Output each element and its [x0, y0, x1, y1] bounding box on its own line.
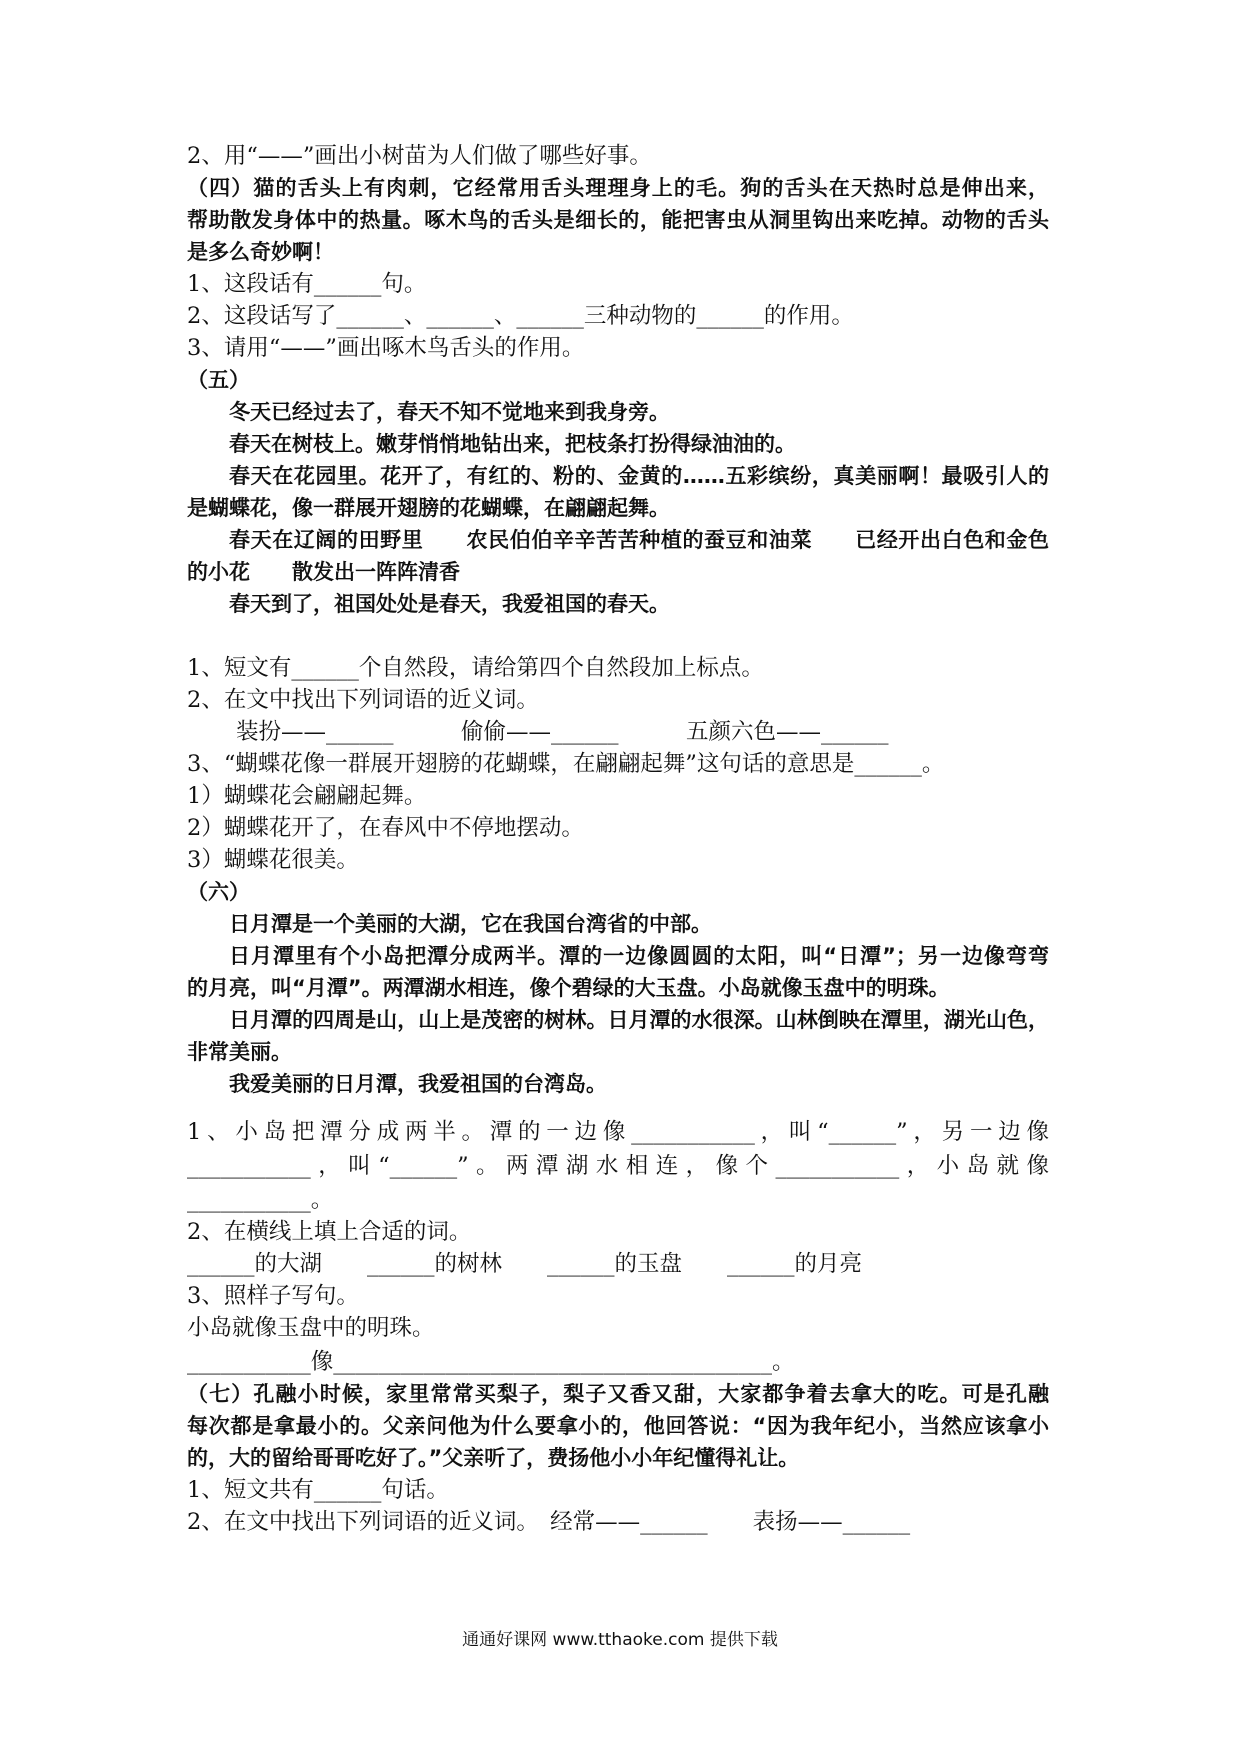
- question-line: 2、这段话写了______、______、______三种动物的______的作用。: [187, 303, 854, 329]
- fill-blank-line: ______的大湖 ______的树林 ______的玉盘 ______的月亮: [187, 1251, 863, 1277]
- question-line: 1、短文共有______句话。: [187, 1477, 449, 1503]
- passage-6-line: 日月潭是一个美丽的大湖，它在我国台湾省的中部。: [229, 912, 712, 936]
- question-line: 2、在文中找出下列词语的近义词。: [187, 687, 539, 713]
- question-line: 1、这段话有______句。: [187, 271, 427, 297]
- section-heading-6: （六）: [187, 880, 250, 904]
- passage-7-line: 每次都是拿最小的。父亲问他为什么要拿小的，他回答说：“因为我年纪小，当然应该拿小: [187, 1414, 1049, 1438]
- synonym-blanks: 装扮——______ 偷偷——______ 五颜六色——______: [236, 719, 889, 745]
- passage-5-line: 春天到了，祖国处处是春天，我爱祖国的春天。: [229, 592, 670, 616]
- question-line: 3、“蝴蝶花像一群展开翅膀的花蝴蝶，在翩翩起舞”这句话的意思是______。: [187, 751, 945, 777]
- passage-7-line: 的，大的留给哥哥吃好了。”父亲听了，费扬他小小年纪懂得礼让。: [187, 1446, 800, 1470]
- passage-6-line: 的月亮，叫“月潭”。两潭湖水相连，像个碧绿的大玉盘。小岛就像玉盘中的明珠。: [187, 976, 950, 1000]
- question-line: 3、请用“——”画出啄木鸟舌头的作用。: [187, 335, 585, 361]
- footer-credit: 通通好课网 www.tthaoke.com 提供下载: [462, 1630, 778, 1650]
- passage-5-line: 是蝴蝶花，像一群展开翅膀的花蝴蝶，在翩翩起舞。: [187, 496, 670, 520]
- question-line: 1、小岛把潭分成两半。潭的一边像___________，叫“______”，另一边像: [187, 1119, 1049, 1145]
- example-sentence: 小岛就像玉盘中的明珠。: [187, 1315, 435, 1341]
- passage-4-line: 是多么奇妙啊！: [187, 240, 334, 264]
- passage-5-line: 冬天已经过去了，春天不知不觉地来到我身旁。: [229, 400, 670, 424]
- passage-4-line: （四）猫的舌头上有肉刺，它经常用舌头理理身上的毛。狗的舌头在天热时总是伸出来，: [187, 176, 1049, 200]
- passage-6-line: 非常美丽。: [187, 1040, 292, 1064]
- fill-blank-line: ___________像_______________________________________。: [187, 1349, 795, 1375]
- question-line: ___________，叫“______”。两潭湖水相连，像个___________，小岛就像: [187, 1153, 1049, 1179]
- question-line: 3、照样子写句。: [187, 1283, 359, 1309]
- passage-5-line: 春天在辽阔的田野里 农民伯伯辛辛苦苦种植的蚕豆和油菜 已经开出白色和金色: [229, 528, 1049, 552]
- passage-5-line: 春天在树枝上。嫩芽悄悄地钻出来，把枝条打扮得绿油油的。: [229, 432, 796, 456]
- option-line: 1）蝴蝶花会翩翩起舞。: [187, 783, 427, 809]
- passage-5-line: 春天在花园里。花开了，有红的、粉的、金黄的……五彩缤纷，真美丽啊！最吸引人的: [229, 464, 1049, 488]
- section-heading-5: （五）: [187, 368, 250, 392]
- option-line: 3）蝴蝶花很美。: [187, 847, 359, 873]
- passage-4-line: 帮助散发身体中的热量。啄木鸟的舌头是细长的，能把害虫从洞里钩出来吃掉。动物的舌头: [187, 208, 1049, 232]
- question-line: ___________。: [187, 1187, 334, 1213]
- question-line: 2、在文中找出下列词语的近义词。 经常——______ 表扬——______: [187, 1509, 911, 1535]
- question-line: 2、用“——”画出小树苗为人们做了哪些好事。: [187, 143, 652, 169]
- passage-7-line: （七）孔融小时候，家里常常买梨子，梨子又香又甜，大家都争着去拿大的吃。可是孔融: [187, 1382, 1049, 1406]
- passage-6-line: 日月潭的四周是山，山上是茂密的树林。日月潭的水很深。山林倒映在潭里，湖光山色，: [229, 1008, 1049, 1032]
- question-line: 1、短文有______个自然段，请给第四个自然段加上标点。: [187, 655, 764, 681]
- question-line: 2、在横线上填上合适的词。: [187, 1219, 472, 1245]
- passage-6-line: 我爱美丽的日月潭，我爱祖国的台湾岛。: [229, 1072, 607, 1096]
- option-line: 2）蝴蝶花开了，在春风中不停地摆动。: [187, 815, 584, 841]
- passage-5-line: 的小花 散发出一阵阵清香: [187, 560, 460, 584]
- passage-6-line: 日月潭里有个小岛把潭分成两半。潭的一边像圆圆的太阳，叫“日潭”；另一边像弯弯: [229, 944, 1049, 968]
